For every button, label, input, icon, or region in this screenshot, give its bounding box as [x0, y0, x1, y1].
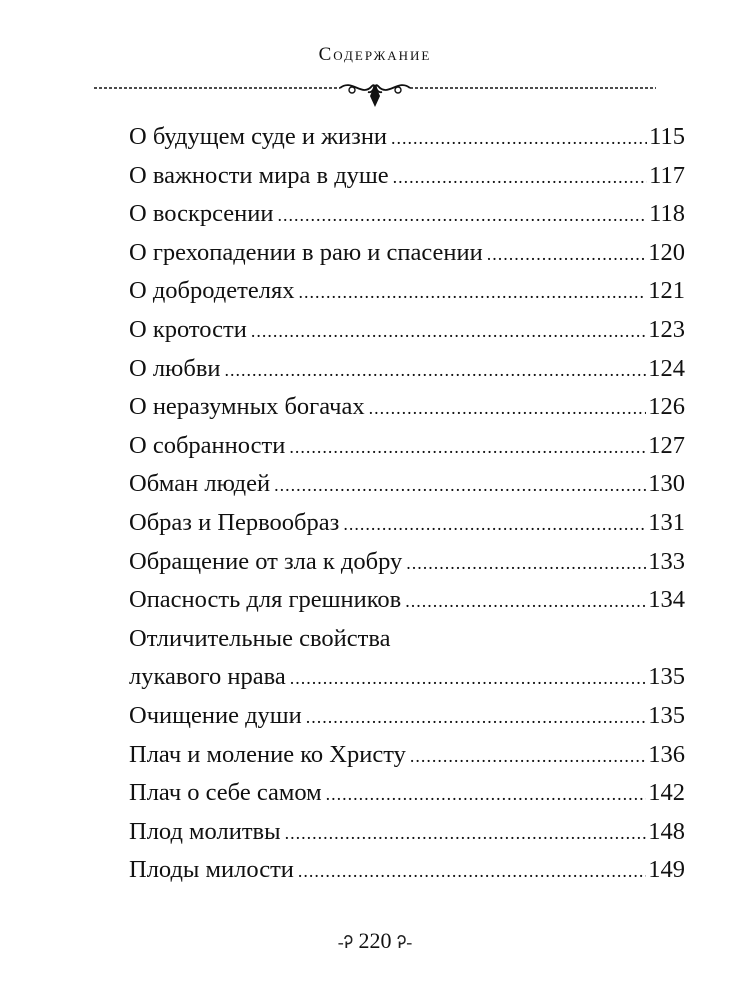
- toc-entry: [129, 851, 685, 890]
- toc-entry: [129, 195, 685, 234]
- toc-entry-title: Плоды милости: [129, 856, 294, 884]
- toc-entry: [129, 465, 685, 504]
- toc-entry: [129, 118, 685, 157]
- toc-entry-title: Образ и Первообраз: [129, 508, 340, 536]
- toc-entry-page: 131: [648, 508, 685, 536]
- dot-leader: [285, 814, 647, 853]
- dot-leader: [410, 737, 646, 776]
- toc-entry: [129, 157, 685, 196]
- toc-entry-title: Обращение от зла к добру: [129, 547, 403, 575]
- dot-leader: [289, 428, 646, 467]
- toc-entry: [129, 697, 685, 736]
- dot-leader: [298, 852, 646, 891]
- dot-leader: [306, 698, 646, 737]
- ornamental-divider: [90, 74, 660, 110]
- toc-entry: [129, 813, 685, 852]
- table-of-contents: [129, 118, 685, 890]
- toc-entry-title: лукавого нрава: [129, 663, 286, 691]
- dot-leader: [393, 158, 647, 197]
- dot-leader: [278, 196, 648, 235]
- dot-leader: [298, 273, 646, 312]
- toc-entry: [129, 774, 685, 813]
- toc-entry-title: О важности мира в душе: [129, 161, 389, 189]
- toc-entry-title: О неразумных богачах: [129, 393, 365, 421]
- toc-entry-title: О добродетелях: [129, 277, 295, 305]
- toc-entry-page: 142: [648, 779, 685, 807]
- toc-entry-page: 126: [648, 393, 685, 421]
- toc-entry: [129, 736, 685, 775]
- toc-entry-title: О будущем суде и жизни: [129, 123, 388, 150]
- toc-entry-page: 133: [648, 547, 685, 575]
- toc-entry-title: О воскрсении: [129, 200, 274, 228]
- toc-entry: [129, 388, 685, 427]
- toc-entry: [129, 658, 685, 697]
- dot-leader: [225, 351, 647, 390]
- toc-entry-title: Плач и моление ко Христу: [129, 740, 406, 768]
- dot-leader: [290, 659, 647, 698]
- toc-entry-title: О грехопадении в раю и спасении: [129, 238, 483, 266]
- toc-entry: [129, 543, 685, 582]
- dot-leader: [369, 389, 647, 428]
- toc-entry-page: 124: [648, 354, 685, 382]
- dot-leader: [487, 235, 647, 274]
- toc-entry-page: 121: [648, 277, 685, 305]
- toc-entry-page: 135: [648, 701, 685, 729]
- left-flourish-icon: -Ꭾ: [337, 932, 353, 953]
- toc-entry: [129, 311, 685, 350]
- toc-entry-title: Обман людей: [129, 470, 271, 498]
- toc-entry-page: 135: [648, 663, 685, 691]
- toc-entry-page: 127: [648, 431, 685, 459]
- toc-entry-title: О собранности: [129, 431, 286, 459]
- toc-entry: [129, 581, 685, 620]
- toc-entry-page: 130: [648, 470, 685, 498]
- toc-entry: [129, 504, 685, 543]
- toc-entry: [129, 427, 685, 466]
- toc-entry-page: 136: [648, 740, 685, 768]
- dot-leader: [405, 582, 646, 621]
- dot-leader: [406, 544, 646, 583]
- dot-leader: [251, 312, 646, 351]
- toc-entry-page: 115: [649, 123, 685, 150]
- toc-entry: [129, 272, 685, 311]
- right-flourish-icon: Ꭾ-: [397, 932, 413, 953]
- toc-entry-title: О кротости: [129, 315, 247, 343]
- page-number: 220: [358, 928, 392, 953]
- toc-entry-page: 134: [648, 586, 685, 614]
- toc-entry: [129, 234, 685, 273]
- dot-leader: [391, 119, 647, 158]
- toc-entry-page: 117: [649, 161, 685, 189]
- toc-entry-title: Отличительные свойства: [129, 624, 391, 652]
- toc-entry-page: 120: [648, 238, 685, 266]
- toc-entry-title: Плач о себе самом: [129, 779, 322, 807]
- toc-entry: [129, 620, 685, 659]
- toc-entry-page: 149: [648, 856, 685, 884]
- toc-entry-page: 148: [648, 817, 685, 845]
- toc-entry: [129, 350, 685, 389]
- page-heading: Содержание: [318, 44, 432, 65]
- toc-entry-title: Опасность для грешников: [129, 586, 402, 614]
- toc-entry-title: Плод молитвы: [129, 817, 281, 845]
- page-footer: [0, 928, 750, 954]
- toc-entry-title: О любви: [129, 354, 221, 382]
- dot-leader: [326, 775, 647, 814]
- dot-leader: [274, 466, 646, 505]
- dot-leader: [343, 505, 646, 544]
- toc-entry-page: 123: [648, 315, 685, 343]
- toc-entry-title: Очищение души: [129, 701, 302, 729]
- toc-entry-page: 118: [649, 200, 685, 228]
